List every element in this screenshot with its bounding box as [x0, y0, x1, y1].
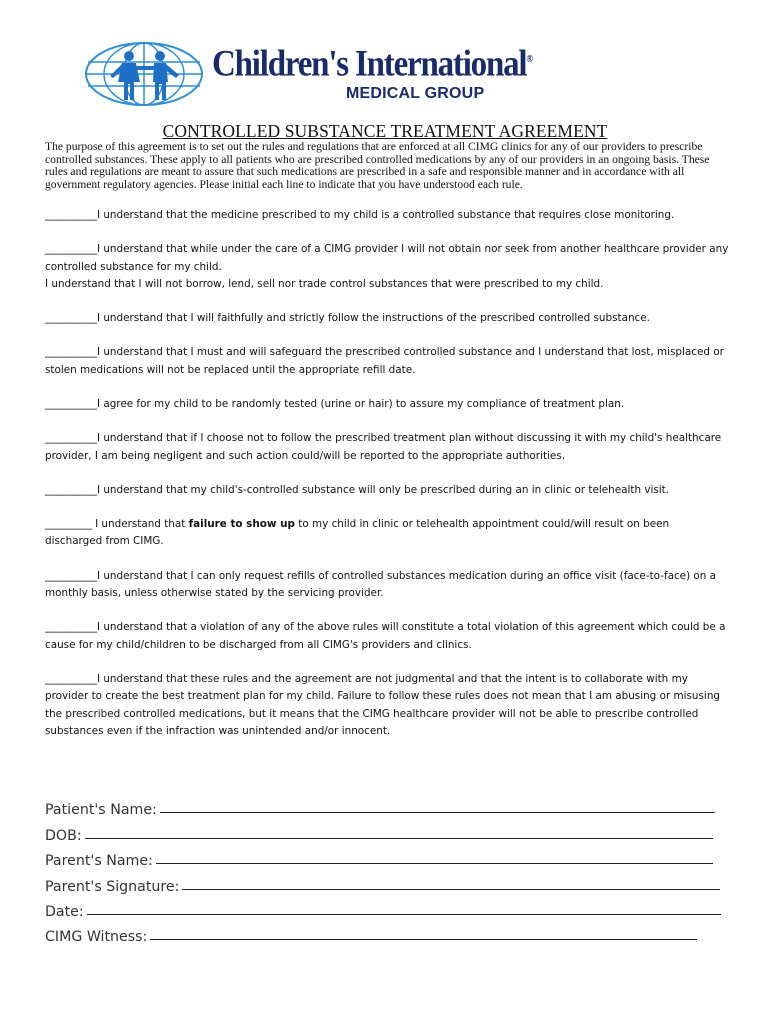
agreement-item	[45, 310, 729, 327]
initial-blank[interactable]: __________	[45, 432, 97, 445]
item-text: I agree for my child to be randomly tested (urine or hair) to assure my compliance of treatment plan.	[96, 398, 625, 411]
field-label: CIMG Witness:	[45, 929, 148, 946]
initial-blank[interactable]: __________	[45, 209, 97, 221]
agreement-item	[45, 568, 729, 603]
item-extra-text: I understand that I will not borrow, lend, sell nor trade control substances that were prescribed to my child.	[45, 278, 604, 291]
item-text-emphasis: failure to show up	[188, 518, 295, 531]
initial-blank[interactable]: __________	[45, 621, 97, 634]
item-text: I understand that while under the care of a CIMG provider I will not obtain nor seek from another healthcare provider any controlled substance for my child.	[45, 243, 729, 273]
parent-name-field	[45, 844, 735, 869]
parent-signature-field	[45, 869, 735, 894]
cimg-witness-line[interactable]	[150, 939, 697, 940]
item-text-after: to my child in clinic or telehealth appointment could/will result on been discharged from CIMG.	[45, 518, 670, 548]
field-label: Date:	[45, 903, 84, 920]
item-text: I understand that I must and will safeguard the prescribed controlled substance and I understand that lost, misplaced or stolen medications will not be replaced until the appropriate refill date.	[45, 346, 724, 376]
item-text: I understand that the medicine prescribed to my child is a controlled substance that requires close monitoring.	[96, 209, 675, 221]
agreement-item	[45, 207, 729, 224]
agreement-item	[45, 516, 729, 551]
patient-name-field	[45, 793, 735, 818]
item-text: I understand that these rules and the agreement are not judgmental and that the intent is to collaborate with my provider to create the best treatment plan for my child. Failure to follow these rules does not mean that I am abusing or misusing the prescribed controlled medications, but it means that the CIMG healthcare provider will not be able to prescribe controlled substances even if the infraction was unintended and/or innocent.	[45, 672, 721, 738]
date-line[interactable]	[87, 914, 721, 915]
item-text: I understand that I will faithfully and strictly follow the instructions of the prescribed controlled substance.	[96, 312, 650, 325]
initial-blank[interactable]: __________	[45, 483, 97, 496]
patient-name-line[interactable]	[160, 812, 715, 813]
document-title: CONTROLLED SUBSTANCE TREATMENT AGREEMENT	[162, 121, 608, 141]
brand-subtitle: MEDICAL GROUP	[346, 85, 485, 102]
item-text: I understand that a violation of any of the above rules will constitute a total violation of this agreement which could be a cause for my child/children to be discharged from all CIMG's providers and clinics.	[45, 621, 726, 651]
item-text-before: I understand that	[95, 518, 189, 531]
agreement-item	[45, 430, 729, 465]
field-label: Parent's Name:	[45, 853, 153, 870]
intro-paragraph: The purpose of this agreement is to set out the rules and regulations that are enforced at all CIMG clinics for any of our providers to prescribe controlled substances. These apply to all patients who are prescribed controlled medications by any of our providers in an ongoing basis. These rules and regulations are meant to assure that such medications are prescribed in a safe and responsible manner and in accordance with all government regulatory agencies. Please initial each line to indicate that you have understood each rule.	[45, 140, 710, 191]
initial-blank[interactable]: __________	[45, 672, 97, 685]
field-label: DOB:	[45, 827, 82, 844]
globe-children-emblem-icon	[84, 42, 212, 108]
agreement-item	[45, 241, 729, 293]
agreement-item	[45, 671, 729, 741]
item-text: I understand that my child's-controlled substance will only be prescribed during an in clinic or telehealth visit.	[96, 483, 670, 496]
agreement-items	[45, 207, 729, 757]
dob-line[interactable]	[85, 838, 713, 839]
date-field	[45, 895, 735, 920]
item-text: I understand that I can only request refills of controlled substances medication during an office visit (face-to-face) on a monthly basis, unless otherwise stated by the servicing provider.	[45, 569, 717, 600]
agreement-item	[45, 482, 729, 499]
initial-blank[interactable]: __________	[45, 346, 97, 359]
initial-blank[interactable]: __________	[45, 569, 97, 582]
field-label: Patient's Name:	[45, 802, 157, 819]
signature-fields	[45, 793, 735, 945]
agreement-item	[45, 396, 729, 413]
agreement-item	[45, 344, 729, 379]
field-label: Parent's Signature:	[45, 878, 180, 895]
initial-blank[interactable]: __________	[45, 243, 97, 256]
cimg-witness-field	[45, 920, 735, 945]
item-text: I understand that if I choose not to follow the prescribed treatment plan without discussing it with my child's healthcare provider, I am being negligent and such action could/will be reported to the appropriate authorities.	[45, 432, 722, 462]
agreement-item	[45, 619, 729, 654]
cimg-logo	[84, 42, 534, 108]
parent-name-line[interactable]	[156, 863, 713, 864]
brand-name: Children's International®	[212, 44, 534, 85]
parent-signature-line[interactable]	[182, 889, 720, 890]
initial-blank[interactable]: _________	[45, 518, 96, 531]
dob-field	[45, 818, 735, 843]
initial-blank[interactable]: __________	[45, 398, 97, 411]
initial-blank[interactable]: __________	[45, 312, 97, 325]
